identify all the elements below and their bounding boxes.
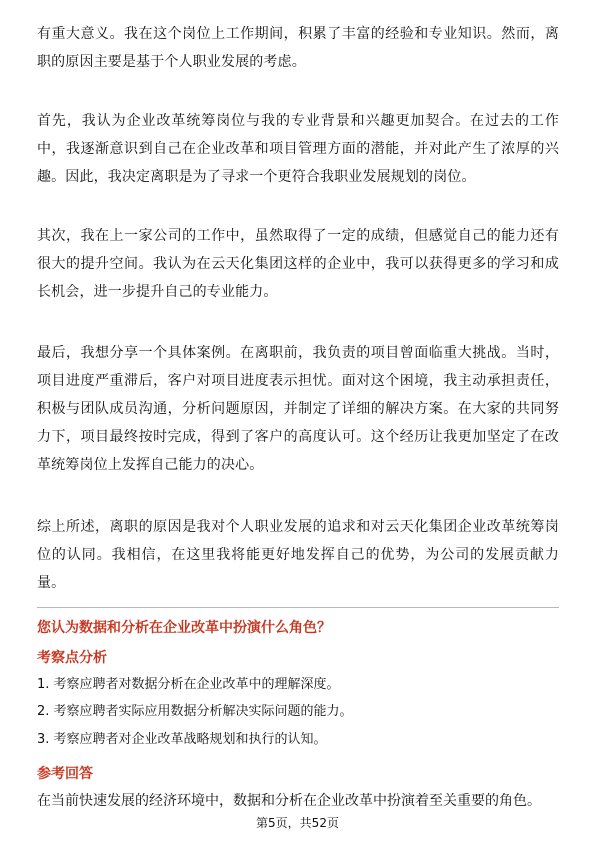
answer-text: 在当前快速发展的经济环境中，数据和分析在企业改革中扮演着至关重要的角色。 <box>37 793 541 809</box>
analysis-point: 3. 考察应聘者对企业改革战略规划和执行的认知。 <box>37 732 327 747</box>
section-divider <box>37 607 559 608</box>
paragraph-summary: 综上所述，离职的原因是我对个人职业发展的追求和对云天化集团企业改革统筹岗位的认同。我相信，在这里我将能更好地发挥自己的优势，为公司的发展贡献力量。 <box>37 519 559 591</box>
analysis-point: 1. 考察应聘者对数据分析在企业改革中的理解深度。 <box>37 677 340 692</box>
page-number: 第5页，共52页 <box>256 816 339 830</box>
question-title: 您认为数据和分析在企业改革中扮演什么角色？ <box>37 620 331 636</box>
paragraph-case-example: 最后，我想分享一个具体案例。在离职前，我负责的项目曾面临重大挑战。当时，项目进度严重滞后，客户对项目进度表示担忧。面对这个困境，我主动承担责任，积极与团队成员沟通，分析问题原因，并制定了详细的解决方案。在大家的共同努力下，项目最终按时完成，得到了客户的高度认可。这个经历让我更加坚定了在改革统筹岗位上发挥自己能力的决心。 <box>37 345 559 473</box>
paragraph-continuation: 有重大意义。我在这个岗位上工作期间，积累了丰富的经验和专业知识。然而，离职的原因主要是基于个人职业发展的考虑。 <box>37 26 559 70</box>
paragraph-first-reason: 首先，我认为企业改革统筹岗位与我的专业背景和兴趣更加契合。在过去的工作中，我逐渐意识到自己在企业改革和项目管理方面的潜能，并对此产生了浓厚的兴趣。因此，我决定离职是为了寻求一个更符合我职业发展规划的岗位。 <box>37 113 559 185</box>
analysis-point: 2. 考察应聘者实际应用数据分析解决实际问题的能力。 <box>37 704 353 719</box>
paragraph-second-reason: 其次，我在上一家公司的工作中，虽然取得了一定的成绩，但感觉自己的能力还有很大的提升空间。我认为在云天化集团这样的企业中，我可以获得更多的学习和成长机会，进一步提升自己的专业能力。 <box>37 228 559 300</box>
answer-heading: 参考回答 <box>37 766 93 782</box>
analysis-heading: 考察点分析 <box>37 650 107 666</box>
